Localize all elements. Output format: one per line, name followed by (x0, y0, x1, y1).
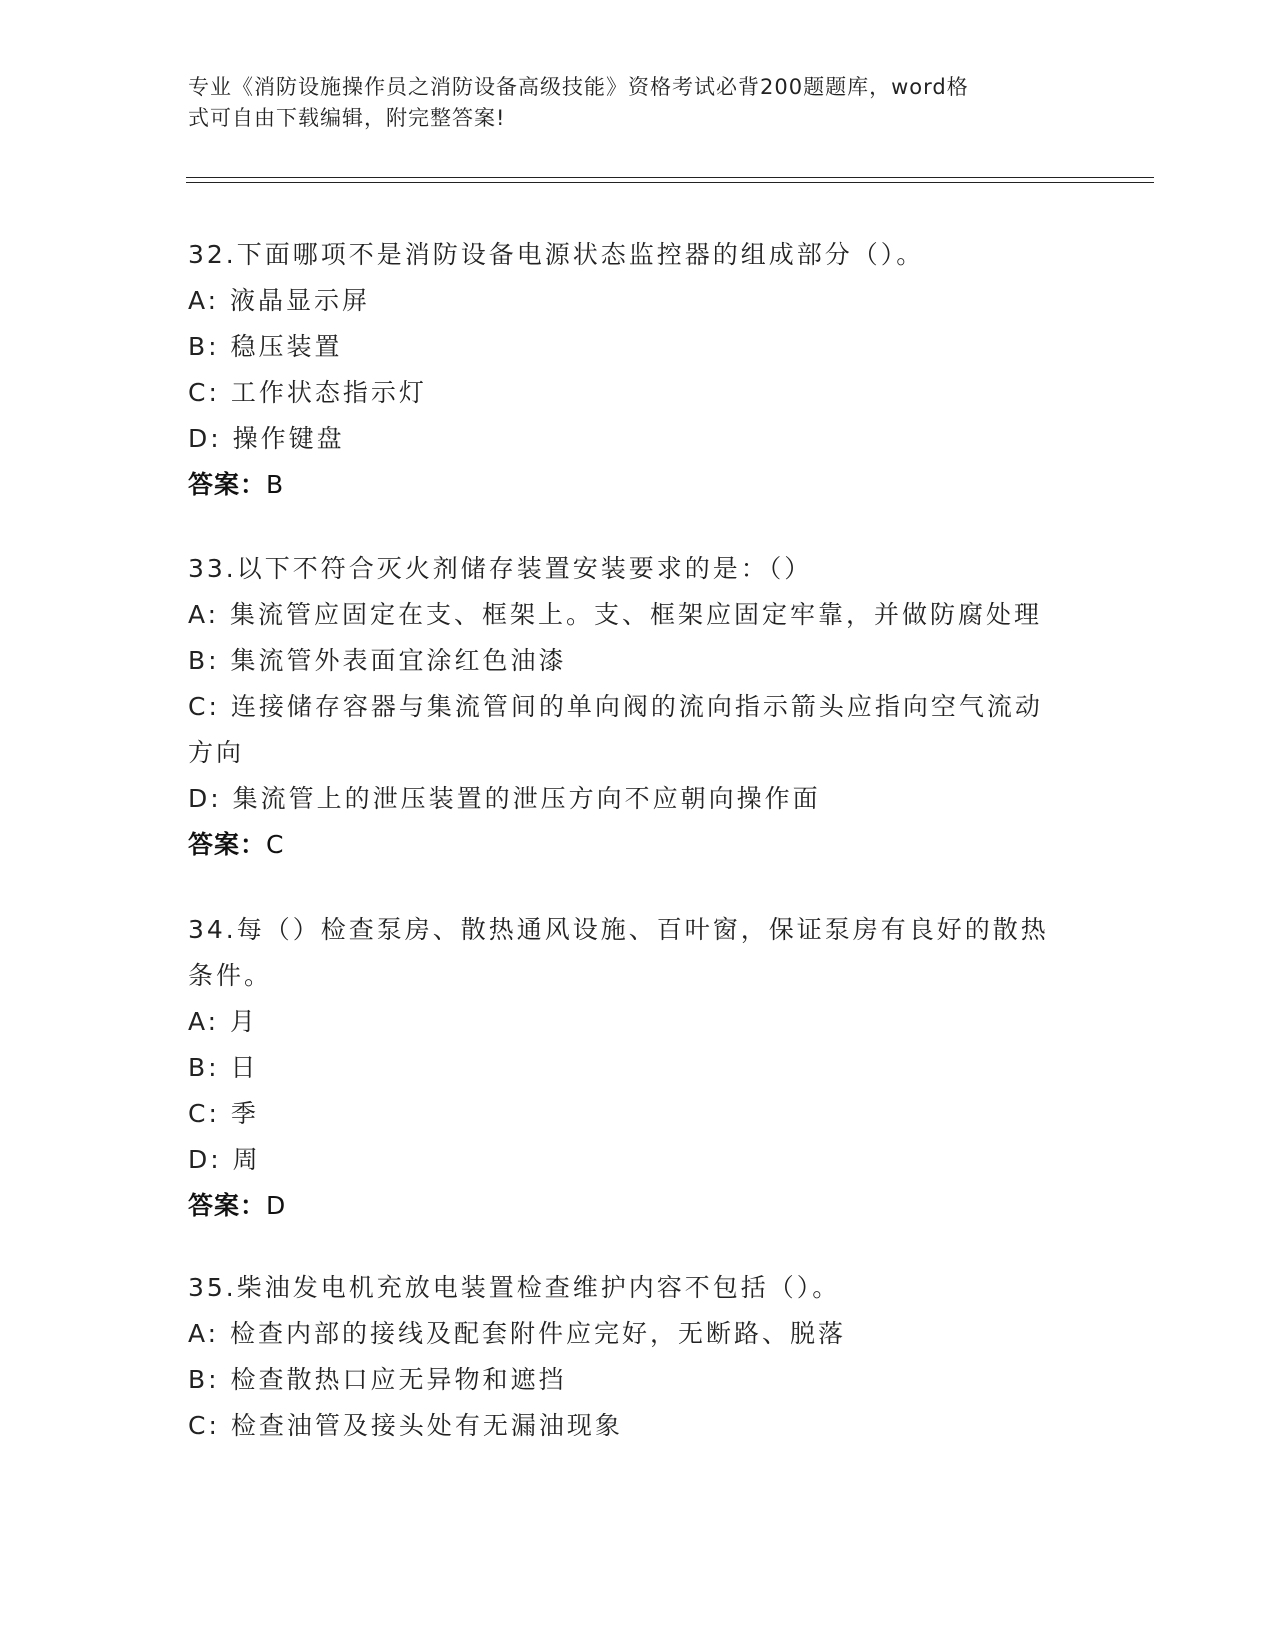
option-b: B: 集流管外表面宜涂红色油漆 (188, 646, 567, 675)
option-d: D: 集流管上的泄压装置的泄压方向不应朝向操作面 (188, 784, 821, 813)
question-32 (188, 232, 1088, 508)
answer-value: C (266, 830, 285, 859)
option-c: C: 工作状态指示灯 (188, 378, 427, 407)
option-c: C: 季 (188, 1099, 259, 1128)
answer-line (188, 462, 1088, 508)
header-divider-top (186, 177, 1154, 178)
question-34 (188, 907, 1088, 1229)
option-a: A: 液晶显示屏 (188, 286, 371, 315)
question-stem: 33.以下不符合灭火剂储存装置安装要求的是：（） (188, 554, 813, 583)
question-stem: 34.每（）检查泵房、散热通风设施、百叶窗，保证泵房有良好的散热条件。 (188, 915, 1049, 990)
header-line-1: 专业《消防设施操作员之消防设备高级技能》资格考试必背200题题库，word格 (188, 75, 969, 99)
option-c: C: 连接储存容器与集流管间的单向阀的流向指示箭头应指向空气流动方向 (188, 692, 1043, 767)
option-b: B: 检查散热口应无异物和遮挡 (188, 1365, 567, 1394)
option-c: C: 检查油管及接头处有无漏油现象 (188, 1411, 623, 1440)
option-b: B: 日 (188, 1053, 259, 1082)
option-a: A: 检查内部的接线及配套附件应完好，无断路、脱落 (188, 1319, 847, 1348)
answer-value: B (266, 470, 285, 499)
option-a: A: 月 (188, 1007, 259, 1036)
header-divider-bottom (186, 182, 1154, 183)
question-35 (188, 1265, 1088, 1449)
answer-label: 答案： (188, 1191, 267, 1220)
header-line-2: 式可自由下载编辑，附完整答案! (188, 106, 506, 130)
option-d: D: 周 (188, 1145, 261, 1174)
option-d: D: 操作键盘 (188, 424, 345, 453)
answer-value: D (266, 1191, 287, 1220)
answer-line (188, 822, 1088, 868)
option-a: A: 集流管应固定在支、框架上。支、框架应固定牢靠，并做防腐处理 (188, 600, 1043, 629)
answer-label: 答案： (188, 470, 267, 499)
answer-line (188, 1183, 1088, 1229)
question-33 (188, 546, 1088, 868)
document-header (188, 72, 1068, 134)
answer-label: 答案： (188, 830, 267, 859)
question-stem: 35.柴油发电机充放电装置检查维护内容不包括（）。 (188, 1273, 841, 1302)
option-b: B: 稳压装置 (188, 332, 343, 361)
question-stem: 32.下面哪项不是消防设备电源状态监控器的组成部分（）。 (188, 240, 925, 269)
